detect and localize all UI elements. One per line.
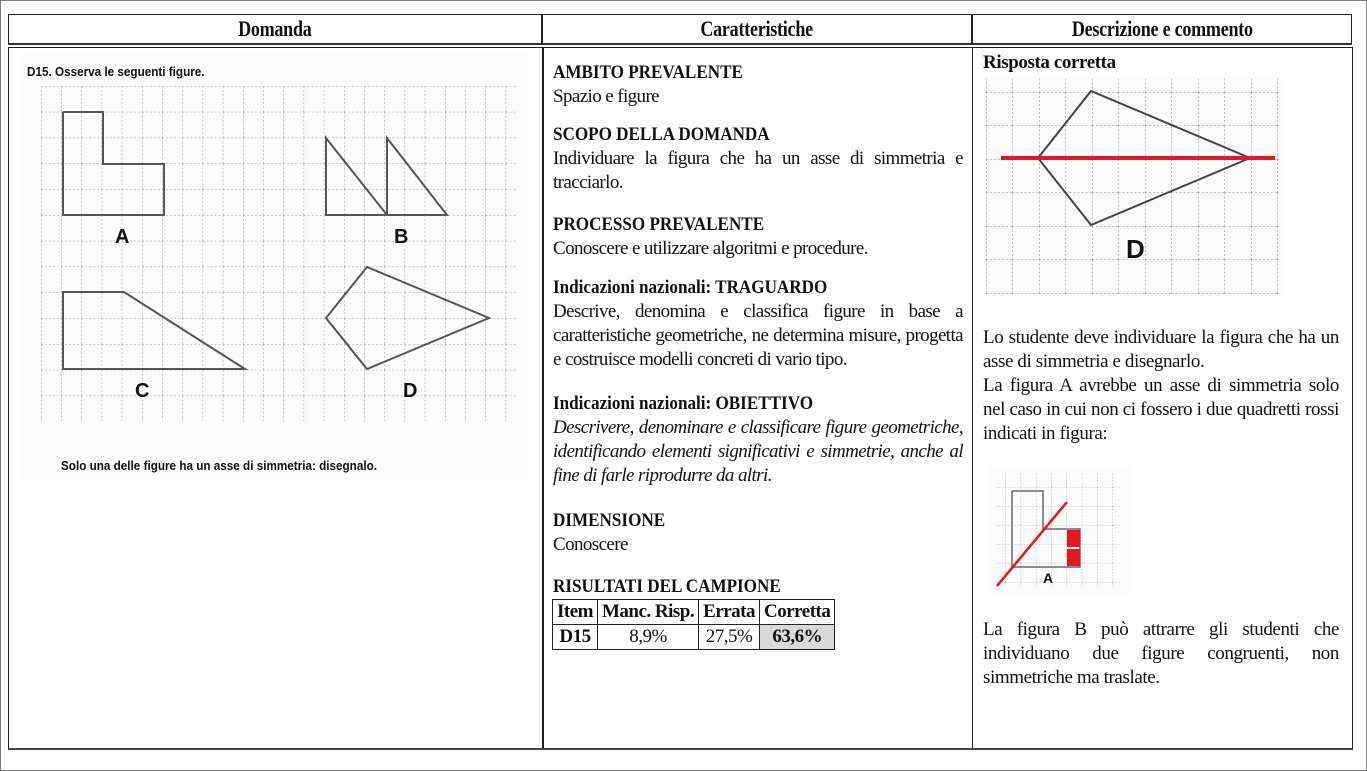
feature-dimensione <box>553 509 963 557</box>
figure-label-c: C <box>135 380 150 402</box>
header-caratteristiche <box>542 14 972 45</box>
figure-a-counterexample <box>990 466 1130 596</box>
feature-obiettivo <box>553 392 963 488</box>
feature-ambito <box>553 61 963 109</box>
figure-label-b: B <box>394 226 409 248</box>
commentary-p1: Lo studente deve individuare la figura che ha un asse di simmetria e disegnarlo. La figura A avrebbe un asse di simmetria solo nel caso in cui non ci fossero i due quadretti rossi indicati in figura: <box>983 327 1339 444</box>
cell-manc-risp: 8,9% <box>597 625 698 650</box>
question-cell <box>8 47 544 750</box>
header-descrizione-label: Descrizione e commento <box>1071 16 1253 41</box>
obiettivo-heading: Indicazioni nazionali: OBIETTIVO <box>553 393 814 414</box>
col-manc-risp: Manc. Risp. <box>597 600 698 625</box>
feature-processo <box>553 213 963 261</box>
col-corretta: Corretta <box>760 600 835 625</box>
table-header-row <box>8 14 1351 44</box>
traguardo-heading: Indicazioni nazionali: TRAGUARDO <box>553 277 828 298</box>
commentary-p3: La figura B può attrarre gli studenti che individuano due figure congruenti, non simmetriche ma traslate. <box>983 619 1339 688</box>
commentary-p2: La figura A avrebbe un asse di simmetria solo nel caso in cui non ci fossero i due quadretti rossi indicati in figura: <box>983 375 1339 444</box>
col-errata: Errata <box>699 600 760 625</box>
feature-traguardo <box>553 276 963 372</box>
processo-heading: PROCESSO PREVALENTE <box>553 214 765 235</box>
results-data-row <box>553 625 835 650</box>
ambito-heading: AMBITO PREVALENTE <box>553 62 743 83</box>
dimensione-text: Conoscere <box>553 534 628 555</box>
correct-answer-title: Risposta corretta <box>983 52 1116 73</box>
feature-scopo <box>553 123 963 195</box>
risultati-heading: RISULTATI DEL CAMPIONE <box>553 576 781 597</box>
dimensione-heading: DIMENSIONE <box>553 510 666 531</box>
ambito-text: Spazio e figure <box>553 86 660 107</box>
obiettivo-text: Descrivere, denominare e classificare figure geometriche, identificando elementi significativi e simmetrie, anche al fine di farle riprodurre da altri. <box>553 417 963 486</box>
commentary-cell <box>972 47 1353 750</box>
figure-label-d: D <box>403 380 418 402</box>
feature-risultati <box>553 575 963 599</box>
header-domanda <box>8 14 542 45</box>
processo-text: Conoscere e utilizzare algoritmi e procedure. <box>553 238 868 259</box>
small-figure-label: A <box>1043 570 1054 586</box>
red-square-top <box>1067 530 1080 547</box>
figure-label-a: A <box>115 226 130 248</box>
cell-errata: 27,5% <box>699 625 760 650</box>
figures-grid <box>41 86 521 436</box>
features-cell <box>542 47 973 750</box>
question-image <box>19 52 529 480</box>
cell-corretta: 63,6% <box>760 625 835 650</box>
cell-item: D15 <box>553 625 598 650</box>
red-square-bottom <box>1067 549 1080 566</box>
header-domanda-label: Domanda <box>238 16 312 41</box>
results-table <box>552 599 835 650</box>
question-instruction: Solo una delle figure ha un asse di simmetria: disegnalo. <box>61 458 377 473</box>
results-header-row <box>553 600 835 625</box>
scopo-text: Individuare la figura che ha un asse di simmetria e tracciarlo. <box>553 148 963 193</box>
header-descrizione <box>972 14 1352 45</box>
header-caratteristiche-label: Caratteristiche <box>700 16 814 41</box>
scopo-heading: SCOPO DELLA DOMANDA <box>553 124 770 145</box>
answer-figure-label: D <box>1126 234 1145 264</box>
question-title: D15. Osserva le seguenti figure. <box>27 64 205 79</box>
traguardo-text: Descrive, denomina e classifica figure in base a caratteristiche geometriche, ne determina misure, progetta e costruisce modelli concreti di vario tipo. <box>553 301 963 370</box>
col-item: Item <box>553 600 598 625</box>
